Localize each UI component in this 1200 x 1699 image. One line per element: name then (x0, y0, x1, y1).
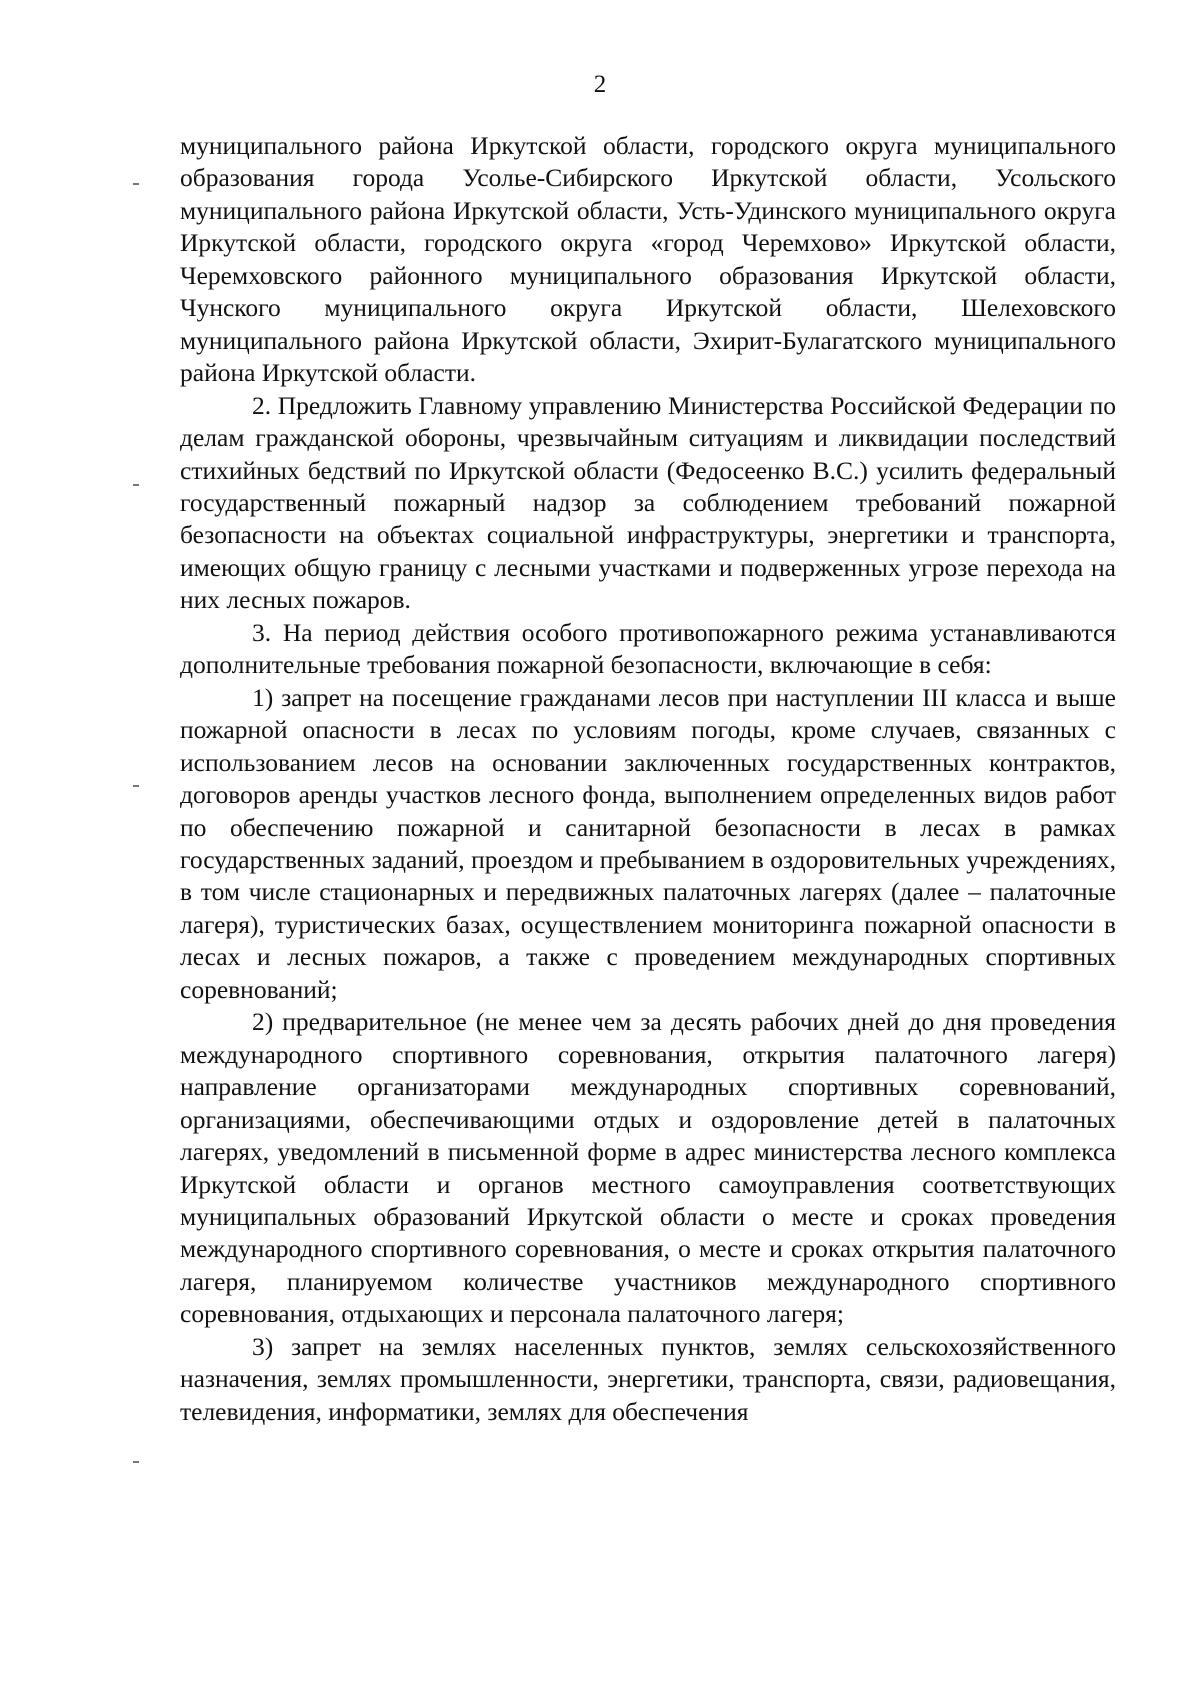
subitem-3: 3) запрет на землях населенных пунктов, землях сельскохозяйственного назначения, землях промышленности, энергетики, транспорта, связи, радиовещания, телевидения, информатики, землях для обеспечения (180, 1331, 1116, 1426)
scan-margin-mark (133, 183, 139, 185)
document-body (180, 130, 1116, 1428)
paragraph-item-2: 2. Предложить Главному управлению Министерства Российской Федерации по делам гражданской обороны, чрезвычайным ситуациям и ликвидации последствий стихийных бедствий по Иркутской области (Федосеенко В.С.) усилить федеральный государственный пожарный надзор за соблюдением требований пожарной безопасности на объектах социальной инфраструктуры, энергетики и транспорта, имеющих общую границу с лесными участками и подверженных угрозе перехода на них лесных пожаров. (180, 390, 1116, 615)
paragraph-item-3: 3. На период действия особого противопожарного режима устанавливаются дополнительные требования пожарной безопасности, включающие в себя: (180, 617, 1116, 680)
page-number: 2 (593, 71, 607, 98)
paragraph-continuation: муниципального района Иркутской области, городского округа муниципального образования города Усолье-Сибирского Иркутской области, Усольского муниципального района Иркутской области, Усть-Удинского муниципального округа Иркутской области, городского округа «город Черемхово» Иркутской области, Черемховского районного муниципального образования Иркутской области, Чунского муниципального округа Иркутской области, Шелеховского муниципального района Иркутской области, Эхирит-Булагатского муниципального района Иркутской области. (180, 131, 1116, 388)
subitem-2: 2) предварительное (не менее чем за десять рабочих дней до дня проведения международного спортивного соревнования, открытия палаточного лагеря) направление организаторами международных спортивных соревнований, организациями, обеспечивающими отдых и оздоровление детей в палаточных лагерях, уведомлений в письменной форме в адрес министерства лесного комплекса Иркутской области и органов местного самоуправления соответствующих муниципальных образований Иркутской области о месте и сроках проведения международного спортивного соревнования, о месте и сроках открытия палаточного лагеря, планируемом количестве участников международного спортивного соревнования, отдыхающих и персонала палаточного лагеря; (180, 1007, 1116, 1329)
scan-margin-mark (133, 785, 139, 787)
scan-margin-mark (133, 1461, 139, 1463)
scan-margin-mark (133, 484, 139, 486)
subitem-1: 1) запрет на посещение гражданами лесов при наступлении III класса и выше пожарной опасности в лесах по условиям погоды, кроме случаев, связанных с использованием лесов на основании заключенных государственных контрактов, договоров аренды участков лесного фонда, выполнением определенных видов работ по обеспечению пожарной и санитарной безопасности в лесах в рамках государственных заданий, проездом и пребыванием в оздоровительных учреждениях, в том числе стационарных и передвижных палаточных лагерях (далее – палаточные лагеря), туристических базах, осуществлением мониторинга пожарной опасности в лесах и лесных пожаров, а также с проведением международных спортивных соревнований; (180, 682, 1116, 1004)
